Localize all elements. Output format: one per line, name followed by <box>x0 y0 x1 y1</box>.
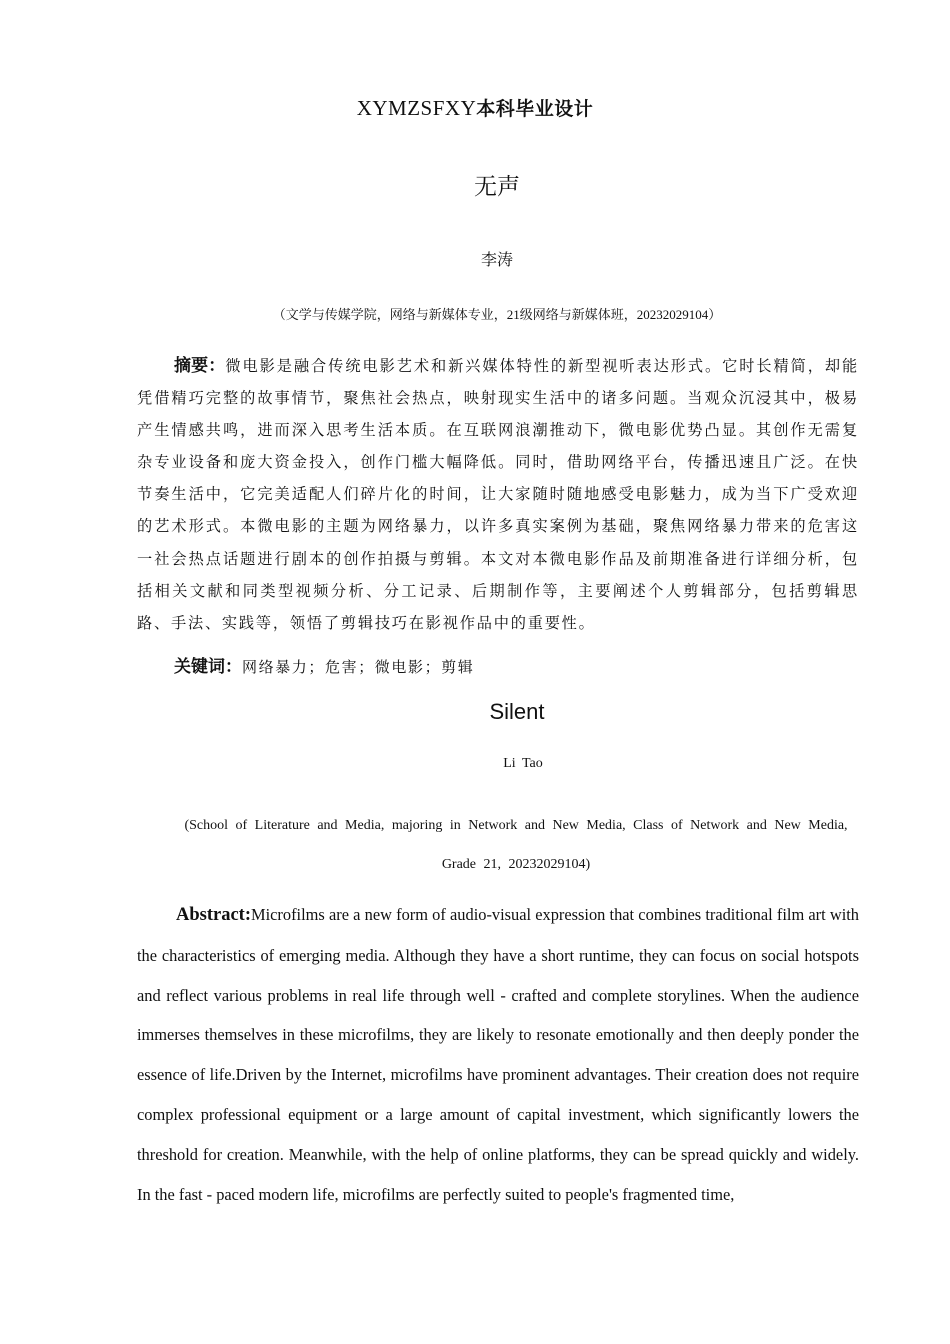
abstract-cn <box>137 350 859 640</box>
affiliation-en: (School of Literature and Media, majoring in Network and New Media, Class of Network and New Media, Grade 21, 20232029104) <box>184 818 848 872</box>
author-en: Li Tao <box>503 756 543 771</box>
university-header <box>0 94 950 121</box>
abstract-cn-text: 微电影是融合传统电影艺术和新兴媒体特性的新型视听表达形式。它时长精简，却能凭借精巧完整的故事情节，聚焦社会热点，映射现实生活中的诸多问题。当观众沉浸其中，极易产生情感共鸣，进而深入思考生活本质。在互联网浪潮推动下，微电影优势凸显。其创作无需复杂专业设备和庞大资金投入，创作门槛大幅降低。同时，借助网络平台，传播迅速且广泛。在快节奏生活中，它完美适配人们碎片化的时间，让大家随时随地感受电影魅力，成为当下广受欢迎的艺术形式。本微电影的主题为网络暴力，以许多真实案例为基础，聚焦网络暴力带来的危害这一社会热点话题进行剧本的创作拍摄与剪辑。本文对本微电影作品及前期准备进行详细分析，包括相关文献和同类型视频分析、分工记录、后期制作等，主要阐述个人剪辑部分，包括剪辑思路、手法、实践等，领悟了剪辑技巧在影视作品中的重要性。 <box>137 358 859 632</box>
author-cn: 李涛 <box>480 252 513 269</box>
thesis-title-en: Silent <box>489 699 545 724</box>
thesis-title-cn: 无声 <box>474 174 520 200</box>
header-cjk: 本科毕业设计 <box>476 98 594 120</box>
keywords-cn <box>174 652 474 677</box>
abstract-en <box>137 895 859 1214</box>
abstract-en-label: Abstract: <box>176 905 252 925</box>
keywords-cn-label: 关键词： <box>174 657 242 677</box>
header-latin: XYMZSFXY <box>356 96 477 120</box>
affiliation-cn: （文学与传媒学院，网络与新媒体专业，21级网络与新媒体班，20232029104） <box>272 307 722 322</box>
abstract-en-text: Microfilms are a new form of audio-visual expression that combines traditional film art with the characteristics of emerging media. Although they have a short runtime, they can focus on social hotspots and reflect various problems in real life through well - crafted and complete storylines. When the audience immerses themselves in these microfilms, they are likely to resonate emotionally and then deeply ponder the essence of life.Driven by the Internet, microfilms have prominent advantages. Their creation does not require complex professional equipment or a large amount of capital investment, which significantly lowers the threshold for creation. Meanwhile, with the help of online platforms, they can be spread quickly and widely. In the fast - paced modern life, microfilms are perfectly suited to people's fragmented time, <box>137 905 859 1204</box>
abstract-cn-label: 摘要： <box>174 356 226 376</box>
keywords-cn-text: 网络暴力；危害；微电影；剪辑 <box>242 660 475 676</box>
